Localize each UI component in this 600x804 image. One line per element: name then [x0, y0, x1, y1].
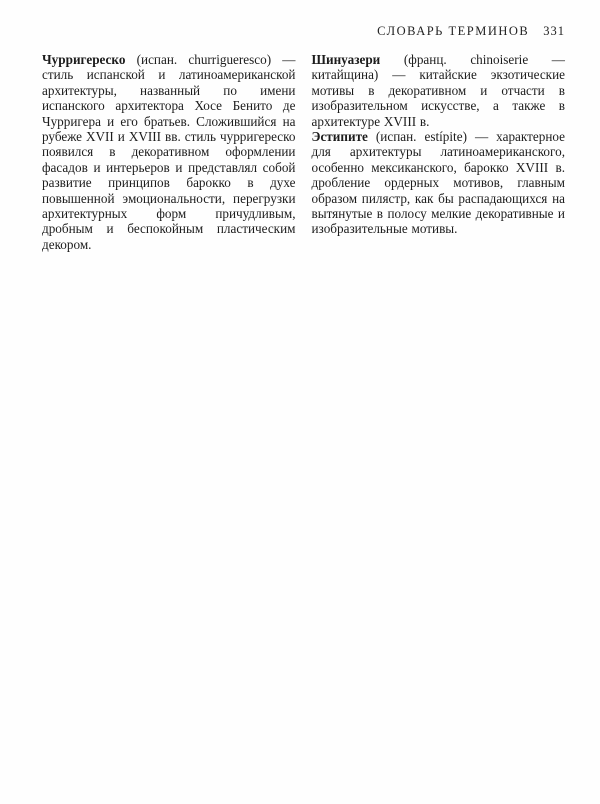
text-columns	[42, 52, 565, 252]
glossary-column-left	[42, 52, 296, 252]
entry-body: (франц. chinoiserie — китайщина) — китайские экзотические мотивы в декоративном и отчасти в изобразительном искусстве, а также в архитектуре XVIII в.	[311, 52, 565, 129]
entry-body: (испан. churrigueresco) — стиль испанской и латиноамериканской архитектуры, названный по имени испанского архитектора Хосе Бенито де Чурригера и его братьев. Сложившийся на рубеже XVII и XVIII вв. стиль чурригереско появился в декоративном оформлении фасадов и интерьеров и представлял собой развитие принципов барокко в духе повышенной эмоциональности, перегрузки архитектурных форм причудливым, дробным и беспокойным пластическим декором.	[42, 52, 296, 252]
page-number: 331	[543, 24, 565, 38]
term-label: Чурригереско	[42, 52, 126, 67]
term-label: Шинуазери	[311, 52, 381, 67]
glossary-entry	[42, 52, 296, 252]
term-label: Эстипите	[311, 129, 368, 145]
running-head-title: СЛОВАРЬ ТЕРМИНОВ	[377, 24, 530, 38]
running-head	[42, 24, 565, 39]
glossary-entry	[312, 129, 566, 237]
glossary-entry	[312, 52, 566, 129]
glossary-column-right	[312, 52, 566, 252]
entry-body: (испан. estípite) — характерное для архитектуры латиноамериканского, особенно мексиканского, барокко XVIII в. дробление ордерных мотивов, главным образом пилястр, как бы распадающихся на вытянутые в полосу мелкие декоративные и изобразительные мотивы.	[311, 129, 565, 237]
